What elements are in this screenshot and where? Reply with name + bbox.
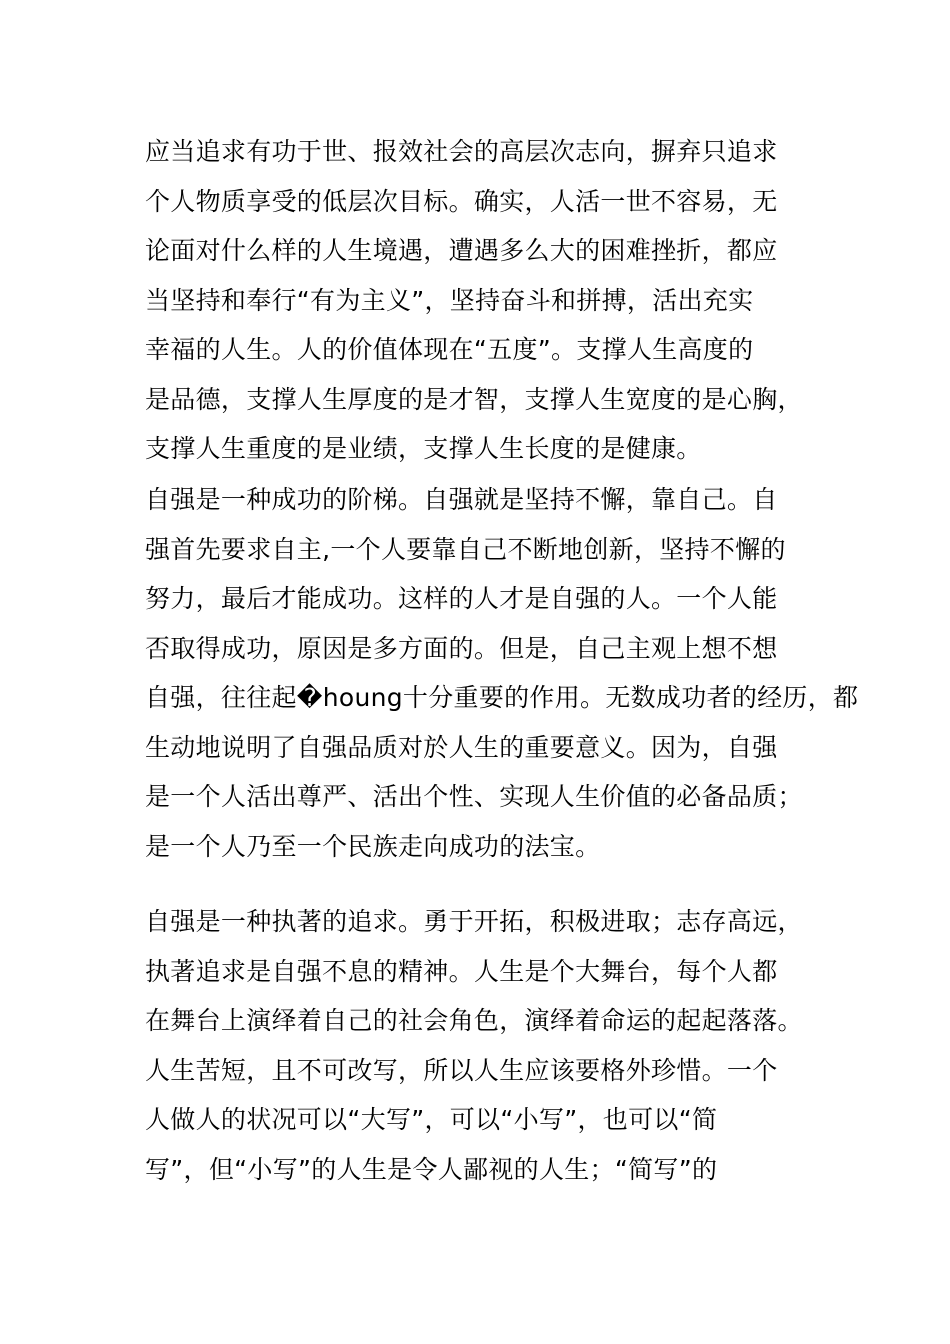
paragraph-line: 在舞台上演绎着自己的社会角色，演绎着命运的起起落落。 <box>145 1006 803 1035</box>
paragraph-line: 生动地说明了自强品质对於人生的重要意义。因为，自强 <box>145 732 778 762</box>
paragraph-line: 当坚持和奉行“有为主义”，坚持奋斗和拼搏，活出充实 <box>145 285 754 315</box>
paragraph-line: 是品德，支撑人生厚度的是才智，支撑人生宽度的是心胸， <box>145 384 803 414</box>
paragraph-line: 努力，最后才能成功。这样的人才是自强的人。一个人能 <box>145 584 778 613</box>
paragraph-line: 人生苦短，且不可改写，所以人生应该要格外珍惜。一个 <box>145 1055 778 1085</box>
paragraph-line: 论面对什么样的人生境遇，遭遇多么大的困难挫折，都应 <box>145 236 778 265</box>
paragraph-line: 是一个人活出尊严、活出个性、实现人生价值的必备品质； <box>145 782 803 811</box>
paragraph-line: 人做人的状况可以“大写”，可以“小写”，也可以“简 <box>145 1105 718 1134</box>
paragraph-3 <box>145 897 805 1194</box>
paragraph-line: 强首先要求自主,一个人要靠自己不断地创新，坚持不懈的 <box>145 534 786 564</box>
paragraph-line: 应当追求有功于世、报效社会的高层次志向，摒弃只追求 <box>145 137 778 166</box>
paragraph-line: 自强是一种成功的阶梯。自强就是坚持不懈，靠自己。自 <box>145 485 778 514</box>
paragraph-line: 自强是一种执著的追求。勇于开拓，积极进取；志存高远， <box>145 907 803 936</box>
paragraph-line: 支撑人生重度的是业绩，支撑人生长度的是健康。 <box>145 434 702 463</box>
paragraph-line: 写”，但“小写”的人生是令人鄙视的人生；“简写”的 <box>145 1154 718 1184</box>
paragraph-line: 执著追求是自强不息的精神。人生是个大舞台，每个人都 <box>145 956 778 986</box>
paragraph-1 <box>145 127 805 474</box>
paragraph-2 <box>145 475 859 871</box>
paragraph-line: 自强，往往起�houng十分重要的作用。无数成功者的经历，都 <box>145 683 859 712</box>
paragraph-line: 个人物质享受的低层次目标。确实，人活一世不容易，无 <box>145 186 778 216</box>
paragraph-line: 否取得成功，原因是多方面的。但是，自己主观上想不想 <box>145 633 778 663</box>
paragraph-line: 幸福的人生。人的价值体现在“五度”。支撑人生高度的 <box>145 335 754 364</box>
paragraph-line: 是一个人乃至一个民族走向成功的法宝。 <box>145 831 601 861</box>
